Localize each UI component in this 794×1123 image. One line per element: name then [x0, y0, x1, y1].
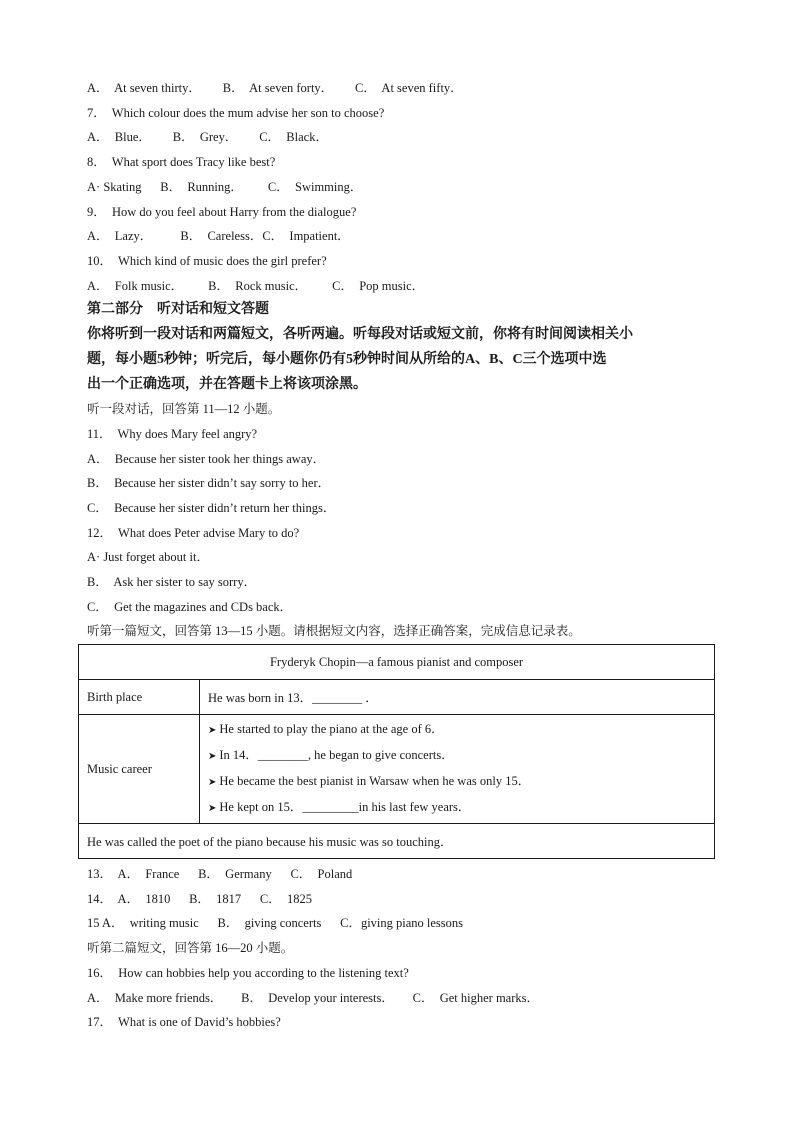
q12-option-c: C． Get the magazines and CDs back．: [87, 600, 293, 614]
section2-title: 第二部分 听对话和短文答题: [87, 302, 269, 317]
q6-options: A． At seven thirty． B． At seven forty． C． At seven fifty．: [87, 81, 463, 95]
table-title: Fryderyk Chopin—a famous pianist and composer: [79, 645, 715, 680]
q11-option-c: C． Because her sister didn’t return her things．: [87, 501, 336, 515]
birth-place-value: He was born in 13．________ ．: [200, 680, 715, 715]
triangle-bullet-icon: ➤: [208, 751, 217, 762]
instruction-line-1: 你将听到一段对话和两篇短文，各听两遍。听每段对话或短文前，你将有时间阅读相关小: [87, 327, 633, 342]
q8-options: A· Skating B． Running． C． Swimming．: [87, 180, 363, 194]
q13-options: 13． A． France B． Germany C． Poland: [87, 867, 353, 881]
q12-option-b: B． Ask her sister to say sorry．: [87, 575, 257, 589]
q10-question: 10． Which kind of music does the girl prefer?: [87, 254, 327, 268]
triangle-bullet-icon: ➤: [208, 725, 217, 736]
q7-options: A． Blue． B． Grey． C． Black．: [87, 130, 328, 144]
triangle-bullet-icon: ➤: [208, 803, 217, 814]
q14-options: 14． A． 1810 B． 1817 C． 1825: [87, 892, 313, 906]
q17-question: 17． What is one of David’s hobbies?: [87, 1015, 281, 1029]
instruction-line-3: 出一个正确选项，并在答题卡上将该项涂黑。: [87, 377, 367, 392]
q15-options: 15 A． writing music B． giving concerts C．giving piano lessons: [87, 916, 464, 930]
career-item: ➤ He kept on 15．_________in his last few years．: [208, 800, 471, 814]
table-note: He was called the poet of the piano because his music was so touching．: [79, 824, 715, 859]
birth-place-label: Birth place: [79, 680, 200, 715]
q9-options: A． Lazy． B． Careless．C． Impatient．: [87, 229, 350, 243]
music-career-list: [200, 715, 715, 824]
q8-question: 8． What sport does Tracy like best?: [87, 155, 276, 169]
instruction-line-2: 题，每小题5秒钟；听完后，每小题你仍有5秒钟时间从所给的A、B、C三个选项中选: [87, 352, 607, 367]
q11-option-a: A． Because her sister took her things away．: [87, 452, 326, 466]
dialogue-intro: 听一段对话，回答第 11—12 小题。: [87, 402, 281, 416]
q16-question: 16． How can hobbies help you according to the listening text?: [87, 966, 409, 980]
q10-options: A． Folk music． B． Rock music． C． Pop music．: [87, 279, 425, 293]
q7-question: 7． Which colour does the mum advise her son to choose?: [87, 106, 385, 120]
q12-option-a: A· Just forget about it．: [87, 550, 209, 564]
q16-options: A． Make more friends． B． Develop your interests． C． Get higher marks．: [87, 991, 540, 1005]
passage2-intro: 听第二篇短文，回答第 16—20 小题。: [87, 941, 294, 955]
info-record-table: [78, 644, 715, 859]
career-item: ➤ He became the best pianist in Warsaw when he was only 15．: [208, 774, 531, 788]
passage1-intro: 听第一篇短文，回答第 13—15 小题。请根据短文内容，选择正确答案，完成信息记录表。: [87, 624, 581, 638]
q9-question: 9． How do you feel about Harry from the dialogue?: [87, 205, 357, 219]
career-item: ➤ In 14．________, he began to give concerts．: [208, 748, 454, 762]
q11-option-b: B． Because her sister didn’t say sorry to her．: [87, 476, 331, 490]
music-career-label: Music career: [79, 715, 200, 824]
q11-question: 11． Why does Mary feel angry?: [87, 427, 258, 441]
career-item: ➤ He started to play the piano at the age of 6．: [208, 722, 444, 736]
triangle-bullet-icon: ➤: [208, 777, 217, 788]
q12-question: 12． What does Peter advise Mary to do?: [87, 526, 300, 540]
